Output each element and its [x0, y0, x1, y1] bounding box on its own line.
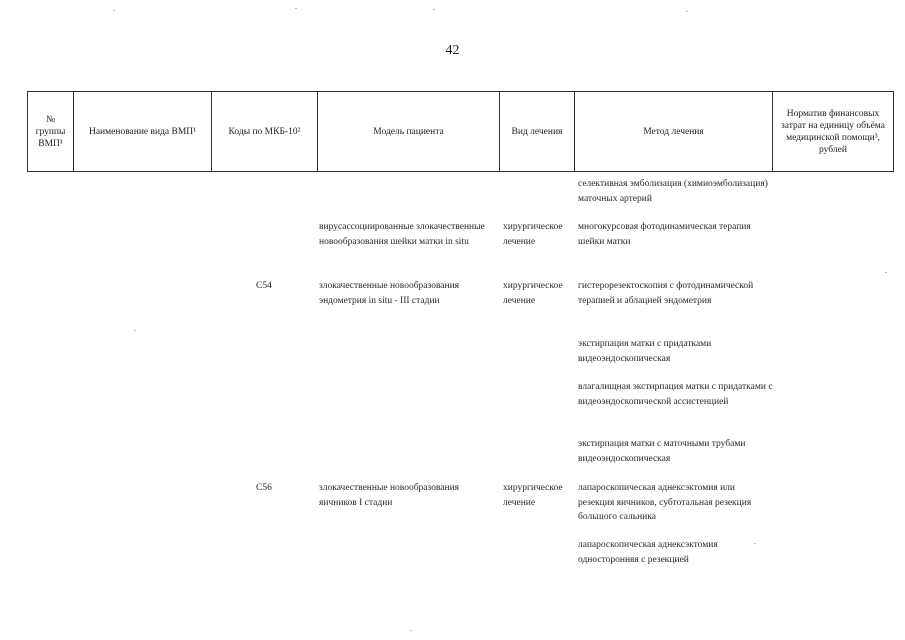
header-vmp-name: Наименование вида ВМП¹	[74, 92, 212, 172]
scan-speck	[754, 543, 756, 544]
page-number: 42	[445, 43, 460, 58]
patient-model: вирусассоциированные злокачественные новообразования шейки матки in situ	[319, 222, 485, 247]
treatment-method: экстирпация матки с маточными трубами видеоэндоскопическая	[578, 439, 746, 464]
scan-speck	[686, 11, 688, 12]
treatment-method: лапароскопическая аднексэктомия или резекция яичников, субтотальная резекция большого сальника	[578, 483, 752, 522]
treatment-type: хирургическое лечение	[503, 483, 563, 508]
treatment-method: селективная эмболизация (химиоэмболизация) маточных артерий	[578, 179, 768, 204]
treatment-type: хирургическое лечение	[503, 222, 563, 247]
scan-speck	[134, 330, 136, 331]
patient-model: злокачественные новообразования яичников I стадии	[319, 483, 460, 508]
treatment-method: гистерорезектоскопия с фотодинамической терапией и аблацией эндометрия	[578, 281, 754, 306]
treatment-method: лапароскопическая аднексэктомия односторонняя с резекцией	[578, 540, 718, 565]
header-patient-model: Модель пациента	[318, 92, 500, 172]
scan-speck	[433, 9, 435, 10]
icd-code: C54	[256, 281, 272, 291]
treatment-method: экстирпация матки с придатками видеоэндоскопическая	[578, 339, 712, 364]
scan-speck	[885, 272, 887, 273]
icd-code: C56	[256, 483, 272, 493]
header-group-number: № группы ВМП¹	[28, 92, 74, 172]
header-treatment-method: Метод лечения	[575, 92, 773, 172]
treatment-method: влагалищная экстирпация матки с придатками с видеоэндоскопической ассистенцией	[578, 382, 773, 407]
scan-speck	[295, 8, 297, 9]
header-treatment-type: Вид лечения	[500, 92, 575, 172]
header-icd-codes: Коды по МКБ-10²	[212, 92, 318, 172]
patient-model: злокачественные новообразования эндометрия in situ - III стадии	[319, 281, 460, 306]
table-header	[27, 91, 894, 172]
header-cost-norm: Норматив финансовых затрат на единицу объёма медицинской помощи³, рублей	[773, 92, 894, 172]
scan-speck	[113, 10, 115, 11]
treatment-method: многокурсовая фотодинамическая терапия шейки матки	[578, 222, 751, 247]
treatment-type: хирургическое лечение	[503, 281, 563, 306]
scan-speck	[410, 630, 412, 631]
